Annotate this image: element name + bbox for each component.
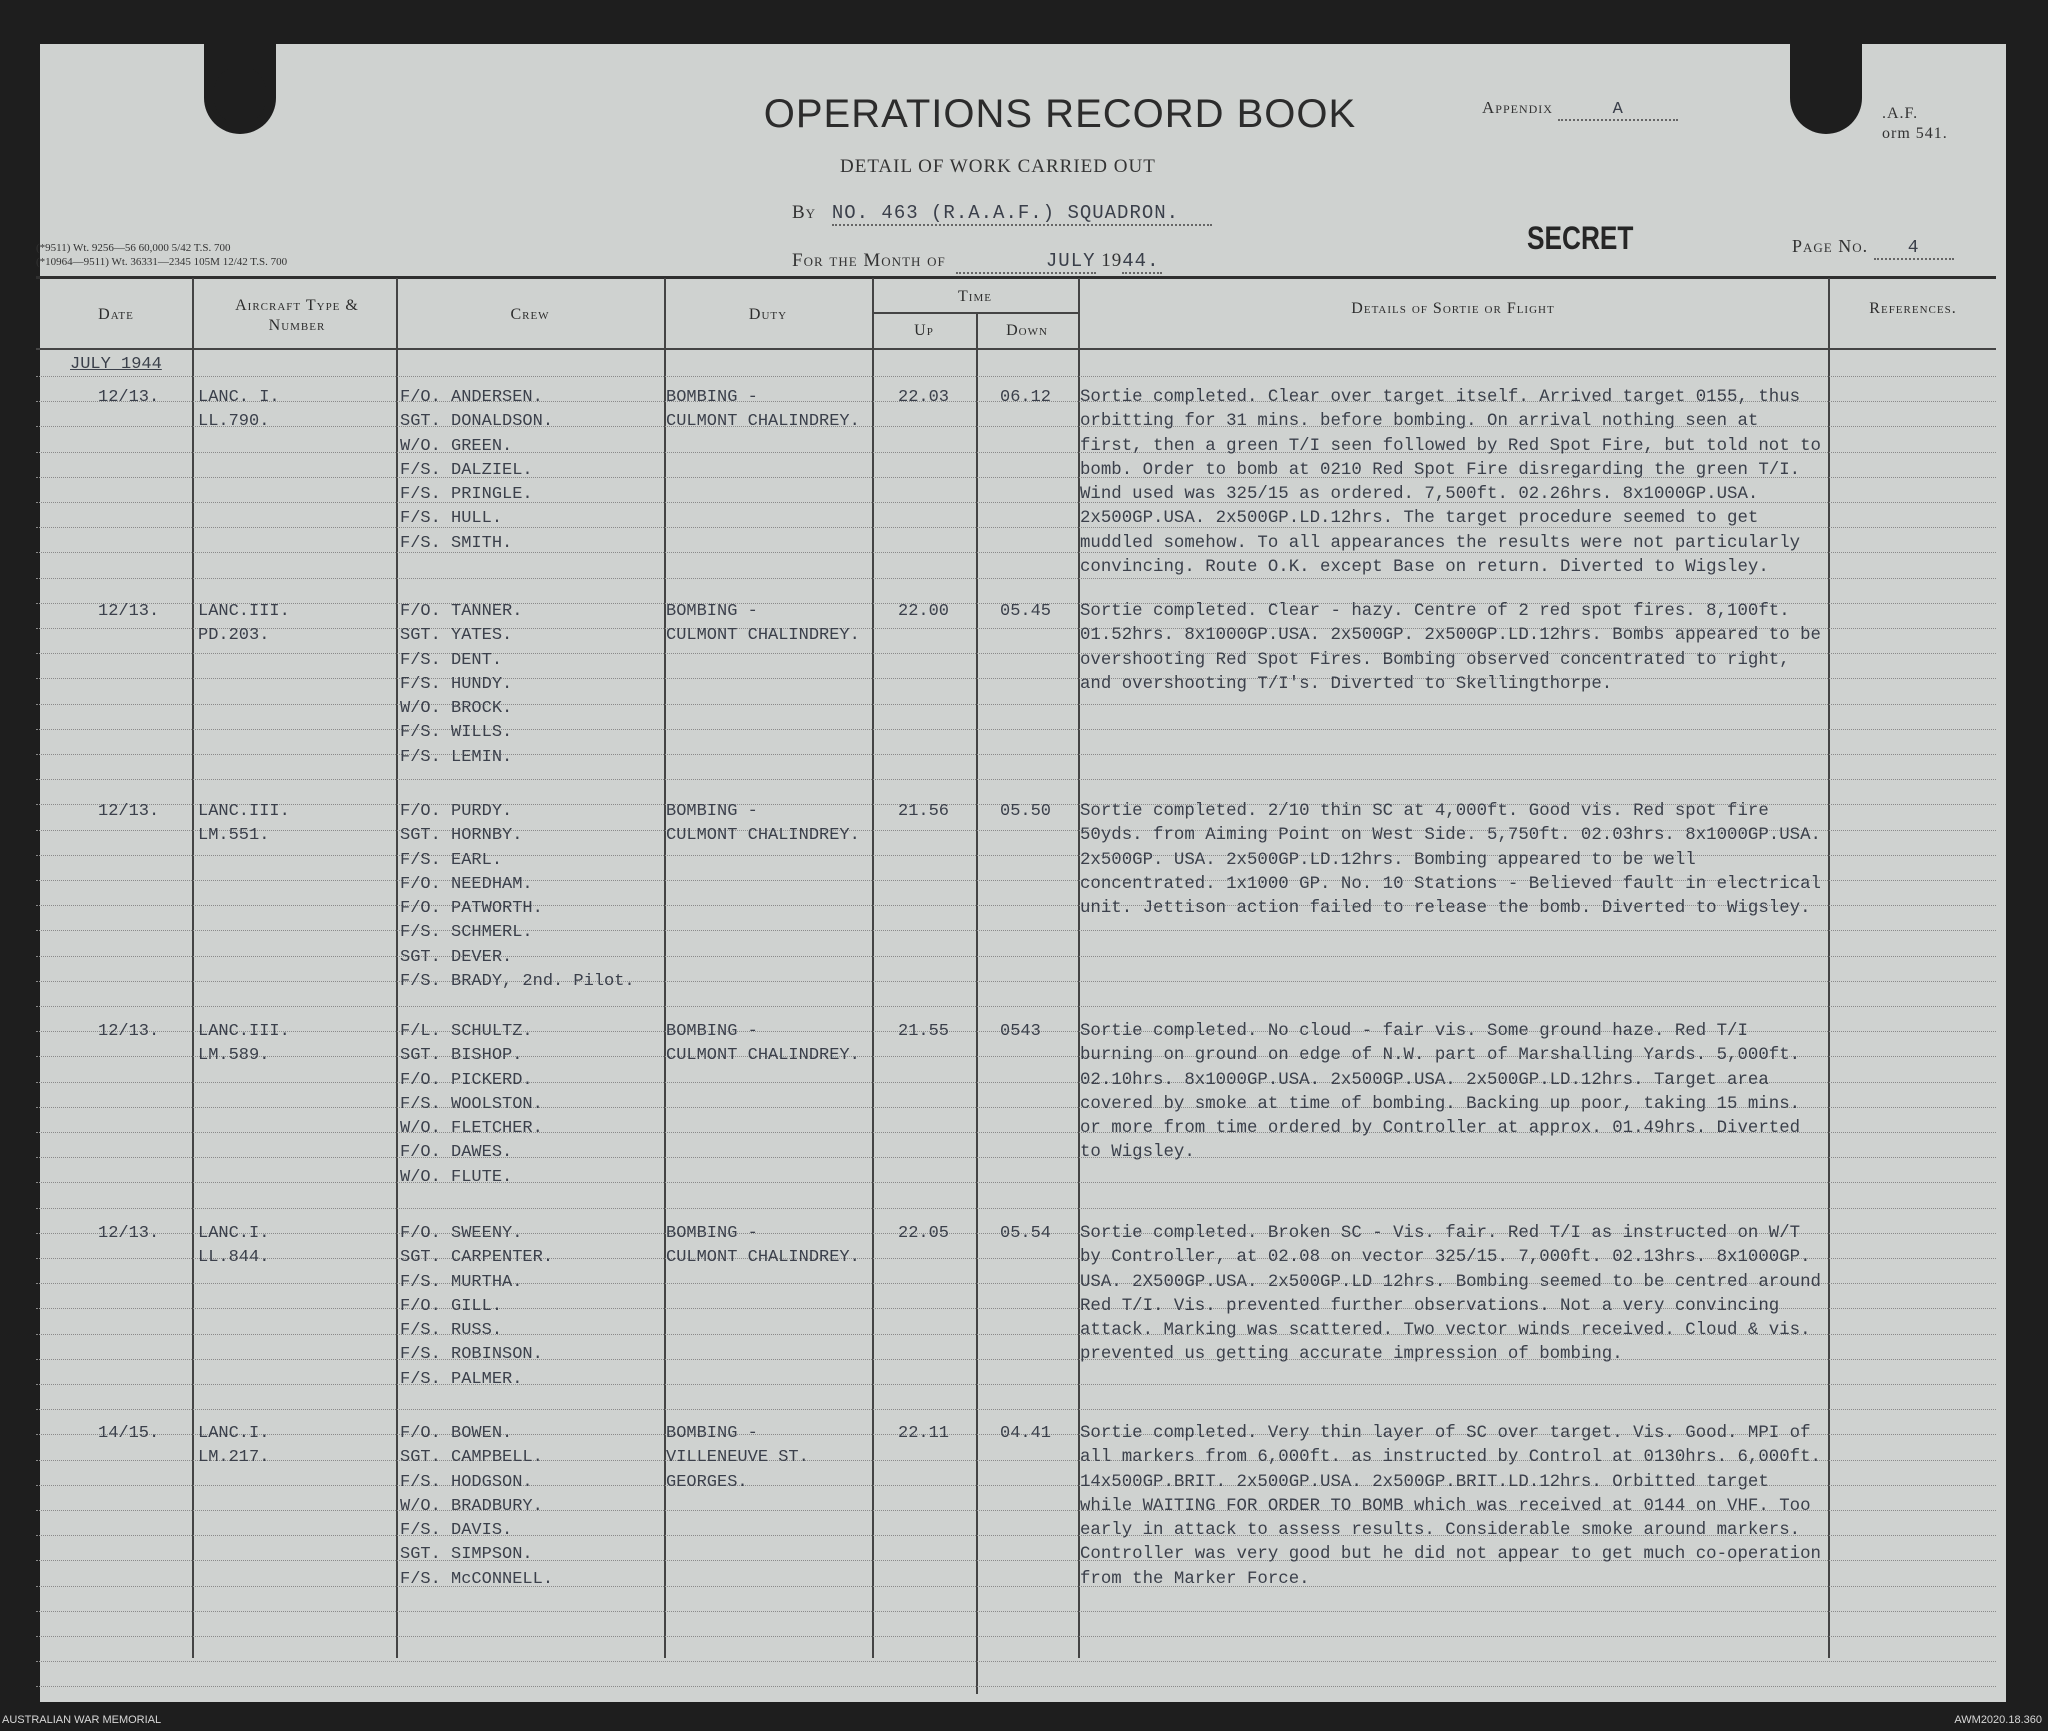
appendix-value: A <box>1558 100 1678 121</box>
month-heading: JULY 1944 <box>70 355 162 374</box>
ruling-line <box>36 1006 1996 1007</box>
entry-up: 22.11 <box>898 1424 950 1443</box>
ruling-line <box>36 1208 1996 1209</box>
entry-duty: BOMBING - CULMONT CHALINDREY. <box>666 602 860 646</box>
entry-aircraft: LANC.III. PD.203. <box>198 602 290 646</box>
col-details: Details of Sortie or Flight <box>1351 300 1555 317</box>
entry-details: Sortie completed. Clear over target itself. Arrived target 0155, thus orbitting for 31 mins. before bombing. On arrival nothing seen at first, then a green T/I seen followed by Red Spot Fire, but told not to bomb. Order to bomb at 0210 Red Spot Fire disregarding the green T/I. Wind used was 325/15 as ordered. 7,500ft. 02.26hrs. 8x1000GP.USA. 2x500GP.USA. 2x500GP.LD.12hrs. The target procedure seemed to get muddled somehow. To all appearances the results were not particularly convincing. Route O.K. except Base on return. Diverted to Wigsley. <box>1080 388 1821 578</box>
form-subtitle: DETAIL OF WORK CARRIED OUT <box>840 156 1156 177</box>
ruling-line <box>36 1611 1996 1612</box>
ruling-line <box>36 704 1996 705</box>
print-note-2: (*10964—9511) Wt. 36331—2345 105M 12/42 T.S. 700 <box>36 256 288 268</box>
entry-details: Sortie completed. Broken SC - Vis. fair. Red T/I as instructed on W/T by Controller, at 02.08 on vector 325/15. 7,000ft. 02.13hrs. 8x1000GP. USA. 2X500GP.USA. 2x500GP.LD 12hrs. Bombing seemed to be centred around Red T/I. Vis. prevented further observations. Not a very convincing attack. Marking was scattered. Two vector winds received. Cloud & vis. prevented us getting accurate impression of bombing. <box>1080 1224 1821 1365</box>
ruling-line <box>36 1182 1996 1183</box>
col-down: Down <box>1006 322 1048 339</box>
rule-aircraft <box>396 278 398 1658</box>
page-label: Page No. <box>1792 236 1869 256</box>
entry-date: 12/13. <box>98 1022 160 1041</box>
ruling-line <box>36 779 1996 780</box>
footer-reference: AWM2020.18.360 <box>1954 1714 2042 1726</box>
col-duty: Duty <box>748 306 788 323</box>
ruling-line <box>36 981 1996 982</box>
entry-details: Sortie completed. Very thin layer of SC over target. Vis. Good. MPI of all markers from 6,000ft. as instructed by Control at 0130hrs. 6,000ft. 14x500GP.BRIT. 2x500GP.USA. 2x500GP.BRIT.LD.12hrs. Orbitted target while WAITING FOR ORDER TO BOMB which was received at 0144 on VHF. Too early in attack to assess results. Considerable smoke around markers. Controller was very good but he did not appear to get much co-operation from the Marker Force. <box>1080 1424 1821 1589</box>
ruling-line <box>36 729 1996 730</box>
form-line-1: .A.F. <box>1882 105 1919 122</box>
footer-archive: AUSTRALIAN WAR MEMORIAL <box>2 1714 162 1726</box>
entry-date: 12/13. <box>98 1224 160 1243</box>
entry-date: 12/13. <box>98 802 160 821</box>
print-note-1: (*9511) Wt. 9256—56 60,000 5/42 T.S. 700 <box>36 242 231 254</box>
entry-details: Sortie completed. 2/10 thin SC at 4,000ft. Good vis. Red spot fire 50yds. from Aiming Point on West Side. 5,750ft. 02.03hrs. 8x1000GP.USA. 2x500GP. USA. 2x500GP.LD.12hrs. Bombing appeared to be well concentrated. 1x1000 GP. No. 10 Stations - Believed fault in electrical unit. Jettison action failed to release the bomb. Diverted to Wigsley. <box>1080 802 1821 919</box>
entry-date: 14/15. <box>98 1424 160 1443</box>
ruling-line <box>36 1636 1996 1637</box>
rule-date <box>192 278 194 1658</box>
binder-slot-right <box>1817 44 1835 84</box>
entry-crew: F/O. SWEENY. SGT. CARPENTER. F/S. MURTHA. F/O. GILL. F/S. RUSS. F/S. ROBINSON. F/S. PALMER. <box>400 1224 554 1389</box>
entry-up: 21.55 <box>898 1022 950 1041</box>
ruling-line <box>36 754 1996 755</box>
ruling-line <box>36 1384 1996 1385</box>
entry-crew: F/L. SCHULTZ. SGT. BISHOP. F/O. PICKERD. F/S. WOOLSTON. W/O. FLETCHER. F/O. DAWES. W/O. FLUTE. <box>400 1022 543 1187</box>
rule-time <box>976 314 978 1694</box>
entry-details: Sortie completed. No cloud - fair vis. Some ground haze. Red T/I burning on ground on edge of N.W. part of Marshalling Yards. 5,000ft. 02.10hrs. 8x1000GP.USA. 2x500GP.USA. 2x500GP.LD.12hrs. Target area covered by smoke at time of bombing. Backing up poor, taking 15 mins. or more from time ordered by Controller at approx. 01.49hrs. Diverted to Wigsley. <box>1080 1022 1801 1163</box>
entry-down: 05.54 <box>1000 1224 1052 1243</box>
col-up: Up <box>914 322 934 339</box>
entry-details: Sortie completed. Clear - hazy. Centre of 2 red spot fires. 8,100ft. 01.52hrs. 8x1000GP.USA. 2x500GP. 2x500GP.LD.12hrs. Bombs appeared to be overshooting Red Spot Fires. Bombing observed concentrated to right, and overshooting T/I's. Diverted to Skellingthorpe. <box>1080 602 1821 694</box>
ruling-line <box>36 376 1996 377</box>
entry-up: 21.56 <box>898 802 950 821</box>
entry-aircraft: LANC.I. LL.844. <box>198 1224 270 1268</box>
rule-header-bottom <box>36 348 1996 350</box>
entry-down: 05.45 <box>1000 602 1052 621</box>
table-top-rule <box>36 276 1996 279</box>
rule-time-split <box>872 312 1078 314</box>
col-date: Date <box>98 306 134 323</box>
ruling-line <box>36 1661 1996 1662</box>
month-label: For the Month of <box>792 250 946 271</box>
entry-down: 06.12 <box>1000 388 1052 407</box>
squadron-line <box>792 202 1212 226</box>
page-number-line <box>1792 236 1954 260</box>
entry-duty: BOMBING - CULMONT CHALINDREY. <box>666 1224 860 1268</box>
entry-duty: BOMBING - CULMONT CHALINDREY. <box>666 388 860 432</box>
month-line <box>792 250 1162 274</box>
entry-date: 12/13. <box>98 388 160 407</box>
binder-slot-left <box>231 44 249 84</box>
entry-aircraft: LANC.III. LM.589. <box>198 1022 290 1066</box>
entry-crew: F/O. TANNER. SGT. YATES. F/S. DENT. F/S. HUNDY. W/O. BROCK. F/S. WILLS. F/S. LEMIN. <box>400 602 523 767</box>
security-classification: SECRET <box>1527 220 1634 256</box>
entry-down: 05.50 <box>1000 802 1052 821</box>
entry-up: 22.03 <box>898 388 950 407</box>
year-prefix: 19 <box>1101 250 1123 271</box>
entry-date: 12/13. <box>98 602 160 621</box>
entry-crew: F/O. ANDERSEN. SGT. DONALDSON. W/O. GREEN. F/S. DALZIEL. F/S. PRINGLE. F/S. HULL. F/S. SMITH. <box>400 388 554 553</box>
rule-details <box>1828 278 1830 1658</box>
entry-crew: F/O. PURDY. SGT. HORNBY. F/S. EARL. F/O. NEEDHAM. F/O. PATWORTH. F/S. SCHMERL. SGT. DEVER. F/S. BRADY, 2nd. Pilot. <box>400 802 635 992</box>
appendix-line <box>1482 98 1678 121</box>
form-title: OPERATIONS RECORD BOOK <box>763 92 1357 136</box>
month-value: JULY <box>956 250 1096 274</box>
ruling-line <box>36 956 1996 957</box>
year-value: 44. <box>1122 250 1162 274</box>
entry-aircraft: LANC. I. LL.790. <box>198 388 280 432</box>
ruling-line <box>36 1686 1996 1687</box>
entry-aircraft: LANC.I. LM.217. <box>198 1424 270 1468</box>
page-value: 4 <box>1874 238 1954 260</box>
entry-duty: BOMBING - CULMONT CHALINDREY. <box>666 1022 860 1066</box>
ruling-line <box>36 930 1996 931</box>
by-label: By <box>792 202 817 223</box>
entry-up: 22.05 <box>898 1224 950 1243</box>
form-number <box>1882 104 1948 144</box>
entry-up: 22.00 <box>898 602 950 621</box>
entry-aircraft: LANC.III. LM.551. <box>198 802 290 846</box>
ruling-line <box>36 1409 1996 1410</box>
entry-duty: BOMBING - CULMONT CHALINDREY. <box>666 802 860 846</box>
entry-duty: BOMBING - VILLENEUVE ST. GEORGES. <box>666 1424 809 1492</box>
entry-down: 04.41 <box>1000 1424 1052 1443</box>
col-aircraft: Aircraft Type & Number <box>235 297 359 334</box>
form-line-2: orm 541. <box>1882 125 1948 142</box>
entry-down: 0543 <box>1000 1022 1041 1041</box>
col-crew: Crew <box>510 306 550 323</box>
squadron-value: NO. 463 (R.A.A.F.) SQUADRON. <box>832 202 1212 226</box>
col-time: Time <box>958 288 992 305</box>
appendix-label: Appendix <box>1482 98 1553 117</box>
col-references: References. <box>1869 300 1957 317</box>
entry-crew: F/O. BOWEN. SGT. CAMPBELL. F/S. HODGSON. W/O. BRADBURY. F/S. DAVIS. SGT. SIMPSON. F/S. McCONNELL. <box>400 1424 554 1589</box>
